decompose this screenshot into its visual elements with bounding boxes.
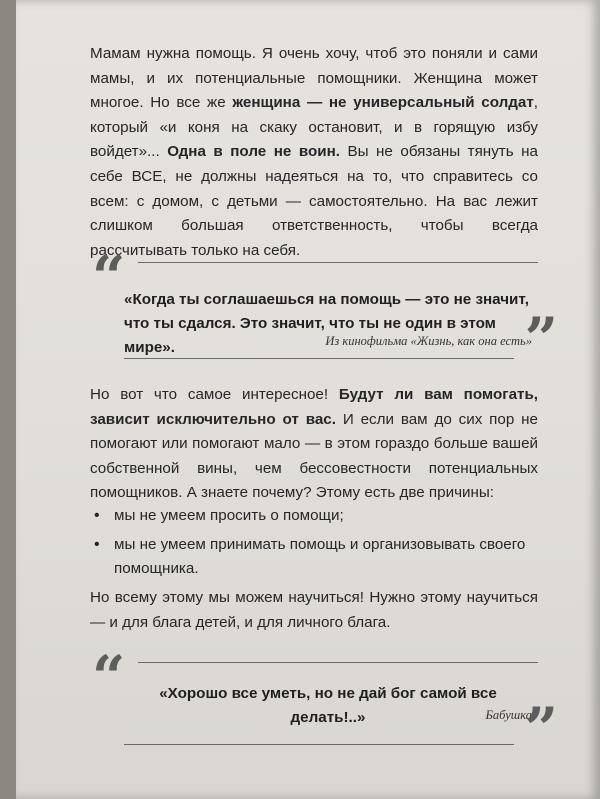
paragraph-text: Вы не обязаны тянуть на себе ВСЕ, не должны надеяться на то, что справитесь со всем: с домом, с детьми — самостоятельно. На вас лежит слишком большая ответственность, чтобы всегда рассчитывать только на себя. xyxy=(90,143,538,259)
open-quote-icon: “ xyxy=(92,243,126,311)
quote-divider-top xyxy=(138,662,538,663)
list-item: • мы не умеем принимать помощь и организовывать своего помощника. xyxy=(90,533,538,582)
quote-divider-bottom xyxy=(124,744,514,745)
book-page xyxy=(16,0,600,799)
close-quote-icon: ” xyxy=(524,695,558,763)
paragraph-text: Мамам нужна помощь. Я очень хочу, чтоб это поняли и сами мамы, и их потенциальные помощники. Женщина может многое. Но все же xyxy=(90,45,538,112)
paragraph-intro xyxy=(90,42,538,263)
reasons-list xyxy=(90,504,538,586)
paragraph-interesting xyxy=(90,383,538,506)
paragraph-bold-text: Одна в поле не воин. xyxy=(167,143,340,161)
quote-source: Из кинофильма «Жизнь, как она есть» xyxy=(325,334,532,348)
list-item: • мы не умеем просить о помощи; xyxy=(90,504,538,529)
paragraph-bold-text: Будут ли вам помогать, зависит исключительно от вас. xyxy=(90,386,539,428)
quote-divider-top xyxy=(138,262,538,263)
quote-divider-bottom xyxy=(124,358,514,359)
paragraph-text: И если вам до сих пор не помогают или помогают мало — в этом гораздо больше вашей собственной вины, чем бессовестности потенциальных помощников. А знаете почему? Этому есть две причины: xyxy=(90,410,538,502)
close-quote-icon: ” xyxy=(524,305,558,373)
paragraph-text: , который «и коня на скаку остановит, и в горящую избу войдет»... xyxy=(90,94,538,161)
quote-text: «Когда ты соглашаешься на помощь — это не значит, что ты сдался. Это значит, что ты не один в этом мире». xyxy=(124,291,529,356)
paragraph-bold-text: женщина — не универсальный солдат xyxy=(232,94,534,112)
quote-block-film xyxy=(90,243,558,373)
paragraph-text: Но вот что самое интересное! xyxy=(90,386,339,403)
quote-block-grandma xyxy=(90,643,558,763)
open-quote-icon: “ xyxy=(92,643,126,711)
paragraph-learn: Но всему этому мы можем научиться! Нужно этому научиться — и для блага детей, и для личного блага. xyxy=(90,589,538,631)
quote-source: Бабушка xyxy=(485,708,532,722)
quote-text: «Хорошо все уметь, но не дай бог самой все делать!..» xyxy=(159,685,497,726)
